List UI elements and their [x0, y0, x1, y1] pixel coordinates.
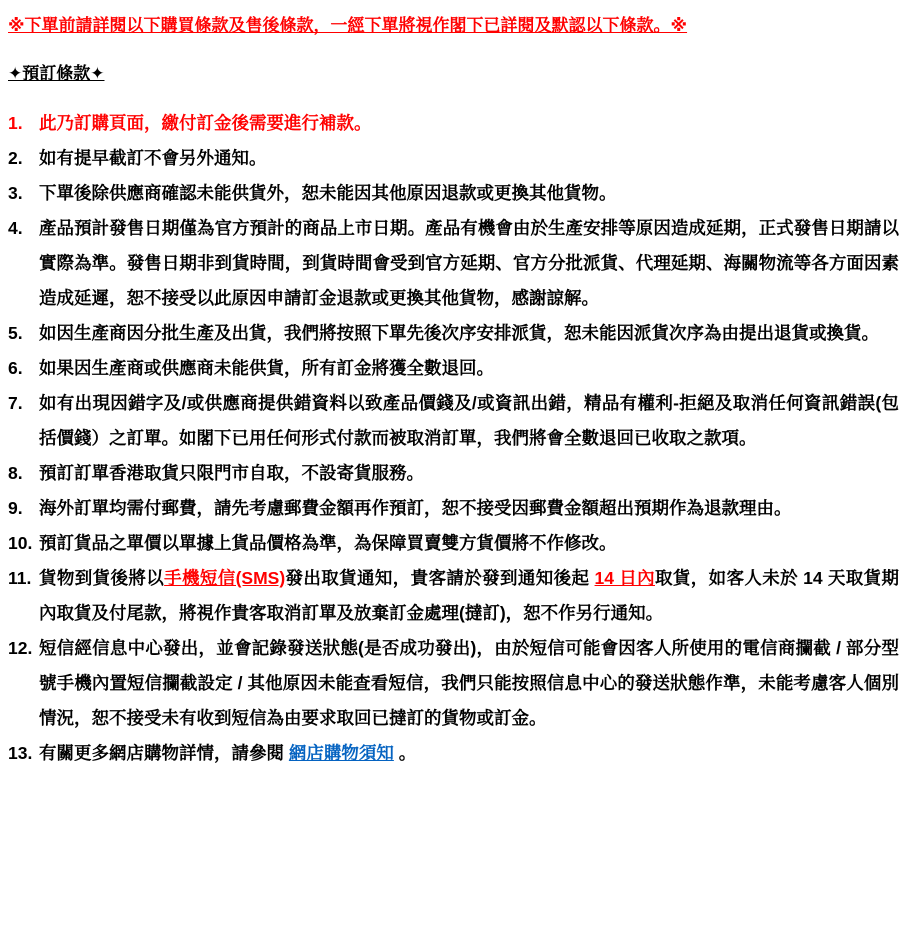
term-segment: 產品預計發售日期僅為官方預計的商品上市日期。產品有機會由於生產安排等原因造成延期，正式發售日期請以實際為準。發售日期非到貨時間，到貨時間會受到官方延期、官方分批派貨、代理延期、海關物流等各方面因素造成延遲，恕不接受以此原因申請訂金退款或更換其他貨物，感謝諒解。: [39, 218, 899, 308]
term-item-8: [8, 456, 899, 491]
term-number: 2.: [8, 148, 23, 168]
term-text: [39, 736, 899, 771]
term-text: [39, 106, 899, 141]
term-text: [39, 631, 899, 736]
term-segment: 如因生產商因分批生產及出貨，我們將按照下單先後次序安排派貨，恕未能因派貨次序為由提出退貨或換貨。: [39, 323, 879, 343]
highlighted-text: 手機短信(SMS): [164, 568, 286, 588]
term-segment: 短信經信息中心發出，並會記錄發送狀態(是否成功發出)，由於短信可能會因客人所使用的電信商攔截 / 部分型號手機內置短信攔截設定 / 其他原因未能查看短信，我們只能按照信息中心的發送狀態作準，未能考慮客人個別情況，恕不接受未有收到短信為由要求取回已撻訂的貨物或訂金。: [39, 638, 899, 728]
section-header-preorder-terms: ✦預訂條款✦: [8, 64, 105, 83]
term-segment: 取貨，如客人未於 14 天取貨期內取貨及付尾款，將視作貴客取消訂單及放棄訂金處理(撻訂)，恕不作另行通知。: [39, 568, 899, 623]
term-segment: 。: [393, 743, 417, 763]
term-number: 9.: [8, 498, 23, 518]
term-segment: 預訂訂單香港取貨只限門市自取，不設寄貨服務。: [39, 463, 424, 483]
term-number: 13.: [8, 743, 33, 763]
term-item-4: [8, 211, 899, 316]
term-item-3: [8, 176, 899, 211]
term-text: [39, 526, 899, 561]
term-text: [39, 456, 899, 491]
term-number: 10.: [8, 533, 33, 553]
term-segment: 發出取貨通知，貴客請於發到通知後起: [285, 568, 595, 588]
highlighted-text: 14 日內: [594, 568, 655, 588]
term-text: [39, 561, 899, 631]
term-item-10: [8, 526, 899, 561]
term-item-13: [8, 736, 899, 771]
term-item-9: [8, 491, 899, 526]
term-number: 4.: [8, 218, 23, 238]
term-text: [39, 176, 899, 211]
term-item-2: [8, 141, 899, 176]
term-segment: 下單後除供應商確認未能供貨外，恕未能因其他原因退款或更換其他貨物。: [39, 183, 617, 203]
term-item-7: [8, 386, 899, 456]
term-number: 7.: [8, 393, 23, 413]
term-item-5: [8, 316, 899, 351]
term-segment: 如果因生產商或供應商未能供貨，所有訂金將獲全數退回。: [39, 358, 494, 378]
term-number: 11.: [8, 568, 32, 588]
term-number: 8.: [8, 463, 23, 483]
term-text: [39, 491, 899, 526]
term-item-1: [8, 106, 899, 141]
term-segment: 海外訂單均需付郵費，請先考慮郵費金額再作預訂，恕不接受因郵費金額超出預期作為退款理由。: [39, 498, 792, 518]
term-text: [39, 211, 899, 316]
term-segment: 預訂貨品之單價以單據上貨品價格為準，為保障買賣雙方貨價將不作修改。: [39, 533, 617, 553]
term-segment: 有關更多網店購物詳情，請參閱: [39, 743, 289, 763]
term-number: 12.: [8, 638, 33, 658]
term-text: [39, 316, 899, 351]
term-segment: 如有提早截訂不會另外通知。: [39, 148, 267, 168]
term-text: [39, 386, 899, 456]
term-segment: 貨物到貨後將以: [39, 568, 165, 588]
term-item-12: [8, 631, 899, 736]
terms-list: [8, 106, 899, 771]
page-title: ※下單前請詳閱以下購買條款及售後條款，一經下單將視作閣下已詳閱及默認以下條款。※: [8, 16, 688, 35]
term-segment: 如有出現因錯字及/或供應商提供錯資料以致產品價錢及/或資訊出錯，精品有權利-拒絕及取消任何資訊錯誤(包括價錢）之訂單。如閣下已用任何形式付款而被取消訂單，我們將會全數退回已收取之款項。: [39, 393, 899, 448]
term-text: [39, 351, 899, 386]
shop-guide-link[interactable]: 網店購物須知: [288, 743, 394, 763]
term-number: 5.: [8, 323, 23, 343]
term-item-11: [8, 561, 899, 631]
term-number: 6.: [8, 358, 23, 378]
term-number: 1.: [8, 113, 23, 133]
term-item-6: [8, 351, 899, 386]
term-text: [39, 141, 899, 176]
term-number: 3.: [8, 183, 23, 203]
highlighted-text: 此乃訂購頁面，繳付訂金後需要進行補款。: [39, 113, 372, 133]
